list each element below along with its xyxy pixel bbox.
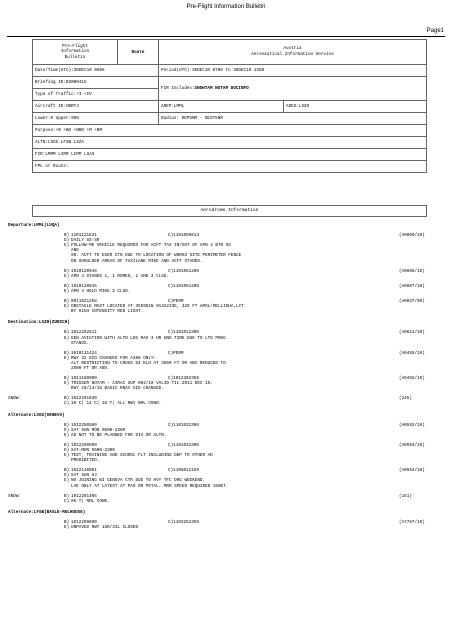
notam-text: AND — [71, 248, 79, 254]
valid-from: 1101121631 — [71, 233, 97, 239]
field-e-label: E) — [64, 288, 70, 294]
fir-includes-cell — [159, 77, 427, 101]
notam-ref: (A0594/10) — [399, 442, 425, 448]
bulletin-line: Bulletin — [64, 54, 86, 60]
notam-text: STANDS. — [71, 340, 90, 346]
notam-text: GEN AVIATION WITH ALTN LDG MAX 3 HR GND TIME DUE TO LTD PRKG — [71, 335, 226, 341]
field-e-label: E) — [64, 453, 70, 459]
schedule: SAT SUN HJ — [71, 473, 97, 479]
notam-text: UNPAVED RWY 15R/33L CLOSED — [71, 525, 139, 531]
valid-to: C)1101051200 — [168, 268, 199, 274]
valid-to: C)1012302359 — [168, 376, 199, 382]
notam-text: PROHIBITED. — [71, 458, 100, 464]
notam-text: 2500 FT OR ABV. — [71, 365, 110, 371]
field-e-label: E) — [64, 525, 70, 531]
notam-text-line — [8, 259, 448, 264]
fir-cell: FIR:LMMM LIRR LIMM LSAS — [33, 149, 427, 161]
field-b-label: B) — [64, 299, 70, 305]
notam-ref: (A0612/10) — [399, 330, 425, 336]
field-b-label: B) — [64, 283, 70, 289]
snow-condition: 05 T| NML COND. — [71, 498, 110, 504]
valid-from: 1012262511 — [71, 330, 97, 336]
field-d-label: D) — [64, 238, 70, 244]
snow-time: 1012291630 — [71, 396, 97, 402]
notam-text-line — [8, 484, 448, 489]
radius-cell: Radius: DEP5NM - DEST5NM — [159, 113, 427, 125]
schedule: SAT SUN MON 0500-2300 — [71, 427, 126, 433]
notam-ref: (A0808/10) — [399, 268, 425, 274]
notam-text: ALT RESTRICTION TO CROSS D4 KLO AT 3500 FT OR ABV REDUCED TO — [71, 360, 226, 366]
notam-text: RWY 10/14/16 BASIC RNAV SID CHANGED. — [71, 386, 164, 392]
notam-list — [8, 222, 448, 535]
field-c-label: C) — [64, 401, 70, 407]
notam-text-line — [8, 341, 448, 346]
notam-text: SR. ACFT TO EXER CTN DUE TO LOCATION OF WORKS SITE PERIMETER FENCE — [71, 253, 242, 259]
traffic-type-cell: Type of Traffic:+I +IV — [33, 89, 159, 101]
aircraft-id-cell: Aircraft ID:HBRTJ — [33, 101, 159, 113]
valid-from: 1011160000 — [71, 376, 97, 382]
valid-to: C)1101032300 — [168, 422, 199, 428]
notam-text-line — [8, 309, 448, 314]
notam-item — [8, 468, 448, 488]
field-e-label: E) — [64, 478, 70, 484]
lower-upper-cell: Lower:0 Upper:999 — [33, 113, 159, 125]
altn-cell: ALTN:LSGG LFSB LSZA — [33, 137, 427, 149]
fpl-route-cell: FPL or Route: — [33, 161, 427, 173]
header-divider — [7, 36, 445, 37]
briefing-id-cell: Briefing ID:B3000418 — [33, 77, 159, 89]
document-title: Pre-Flight Information Bulletin — [186, 4, 266, 10]
field-b-label: B) — [64, 422, 70, 428]
field-e-label: E) — [64, 273, 70, 279]
valid-from: 0911021258 — [71, 299, 97, 305]
notam-item — [8, 299, 448, 314]
ades-cell: ADES:LSZH — [284, 101, 427, 113]
notam-text: AD NOT TO BE PLANNED FOR DIV OR ALTN. — [71, 432, 167, 438]
route-cell: Route — [118, 40, 159, 65]
valid-to: C)PERM — [168, 299, 184, 305]
adep-cell: ADEP:LMML — [159, 101, 284, 113]
notam-text-line — [8, 458, 448, 463]
notam-text: TRIGGER NOTAM - AIRAC SUP 002/10 VALID TIL 2011 DEC 15: — [71, 381, 213, 387]
field-e-label: E) — [64, 304, 70, 310]
snowtam-cond-line — [8, 499, 448, 504]
valid-from: 1012290800 — [71, 519, 97, 525]
valid-from: 1012110001 — [71, 468, 97, 474]
notam-text: ON SHOULDER AREAS OF TAXILANE MIKE AND ACFT STANDS. — [71, 258, 203, 264]
notam-ref: (A0465/10) — [399, 350, 425, 356]
period-cell: Period(UTC):30DEC10 0700 To 30DEC10 1350 — [159, 65, 427, 77]
aerodrome-section-title: Alternate:LSGG(GENEVA) — [8, 412, 65, 418]
notam-text-line — [8, 274, 448, 279]
valid-from: 1010111424 — [71, 350, 97, 356]
snow-label: SNOW: — [8, 396, 21, 402]
notam-text: NO JOINING WI GENEVA CTR DUE TO HVY TFC DRG WEEKEND. — [71, 478, 206, 484]
notam-item — [8, 269, 448, 279]
valid-to: C)1103252359 — [168, 519, 199, 525]
field-e-label: E) — [64, 335, 70, 341]
field-e-label: E) — [64, 432, 70, 438]
notam-item — [8, 520, 448, 530]
field-e-label: E) — [64, 355, 70, 361]
field-b-label: B) — [64, 493, 70, 499]
field-c-label: C) — [64, 498, 70, 504]
field-b-label: B) — [64, 330, 70, 336]
field-b-label: B) — [64, 350, 70, 356]
fir-includes-value: SNOWTAM NOTAM DOCINFO — [194, 86, 249, 91]
snow-ref: (161) — [399, 493, 412, 499]
field-b-label: B) — [64, 233, 70, 239]
aerodrome-section-title: Alternate:LFSB(BASLE-MULHOUSE) — [8, 509, 86, 515]
notam-text-line — [8, 289, 448, 294]
notam-ref: (A0554/10) — [399, 468, 425, 474]
schedule: SAT-MON 0500-2300 — [71, 448, 115, 453]
notam-text-line — [8, 386, 448, 391]
notam-ref: (A0809/10) — [399, 233, 425, 239]
snow-label: SNOW: — [8, 493, 21, 499]
field-d-label: D) — [64, 448, 70, 453]
valid-to: C)1105012159 — [168, 468, 199, 474]
valid-from: 1010120946 — [71, 268, 97, 274]
snow-ref: (245) — [399, 396, 412, 402]
valid-to: C)1101050613 — [168, 233, 199, 239]
valid-from: 1010120945 — [71, 283, 97, 289]
notam-item — [8, 233, 448, 264]
authority-line: Austria — [283, 46, 302, 51]
notam-item — [8, 376, 448, 391]
notam-text-line — [8, 433, 448, 438]
snowtam-cond-line — [8, 401, 448, 406]
notam-text: TEST, TRAINING AND SCHOOL FLT INCLUDING DEP TO OTHER AD — [71, 453, 213, 459]
notam-text-line — [8, 366, 448, 371]
valid-from: 1012250500 — [71, 422, 97, 428]
valid-to: C)PERM — [168, 350, 184, 356]
field-e-label: E) — [64, 381, 70, 387]
field-b-label: B) — [64, 442, 70, 448]
notam-text: FOLLOW-ME VEHICLE REQUIRED FOR ACFT TAX IN/OUT OF APN 4 BTN SS — [71, 243, 231, 249]
notam-text: BY HIGH INTENSITY RED LIGHT. — [71, 309, 144, 315]
notam-text: APN 4 STANDS 1, 1 ROMEO, 2 AND 3 CLSD. — [71, 273, 169, 279]
authority-cell — [159, 40, 427, 65]
aerodrome-section-title: Destination:LSZH(ZURICH) — [8, 320, 70, 326]
snow-time: 1012291405 — [71, 493, 97, 499]
bulletin-line: Pre-Flight — [62, 43, 88, 49]
notam-item — [8, 330, 448, 345]
schedule: DAILY SS-SR — [71, 238, 100, 244]
field-d-label: D) — [64, 427, 70, 433]
bulletin-info-table — [32, 39, 427, 173]
notam-ref: (A0492/10) — [399, 376, 425, 382]
notam-ref: (A7767/10) — [399, 519, 425, 525]
notam-text: APN 4 HOLD MIKE 2 CLSD. — [71, 288, 131, 294]
snow-condition: 10 C| 14 C| 16 T| ALL RWY NML COND. — [71, 401, 162, 407]
notam-text: OBSTACLE MAST LOCATED AT 355951N 0142233E, 320 FT AMSL/MELLIEHA,LIT — [71, 304, 244, 310]
notam-text-line — [8, 525, 448, 530]
aerodrome-info-header: Aerodrome Information — [32, 205, 427, 217]
field-d-label: D) — [64, 473, 70, 479]
valid-to: C)1101032300 — [168, 442, 199, 448]
authority-line: Aeronautical Information Service — [251, 52, 334, 57]
bulletin-line: Information — [60, 49, 90, 55]
field-b-label: B) — [64, 268, 70, 274]
aerodrome-section-title: Departure:LMML(LUQA) — [8, 223, 60, 228]
notam-item — [8, 284, 448, 294]
field-b-label: B) — [64, 376, 70, 382]
valid-from: 1012250500 — [71, 442, 97, 448]
page-number: Page1 — [426, 28, 444, 34]
valid-to: C)1101012300 — [168, 330, 199, 336]
notam-ref: (A0837/09) — [399, 299, 425, 305]
notam-text: LVE ONLY AT LATEST AT PAS OR PETAL. MNM SPEED REQUIRED 160KT. — [71, 483, 229, 489]
field-e-label: E) — [64, 243, 70, 249]
notam-text: RWY 32 SID CHANGED FOR A380 ONLY: — [71, 355, 157, 361]
bulletin-cell — [33, 40, 118, 65]
notam-ref: (A0807/10) — [399, 283, 425, 289]
fir-includes-label: FIR Includes: — [161, 86, 195, 91]
purpose-cell: Purpose:+B +BO +NBO +M +BM — [33, 125, 427, 137]
valid-to: C)1101051200 — [168, 283, 199, 289]
notam-item — [8, 423, 448, 438]
notam-ref: (A0592/10) — [399, 422, 425, 428]
notam-item — [8, 443, 448, 463]
notam-item — [8, 351, 448, 371]
field-b-label: B) — [64, 519, 70, 525]
field-b-label: B) — [64, 468, 70, 474]
date-time-cell: Date/Time(UTC):30DEC10 0606 — [33, 65, 159, 77]
field-b-label: B) — [64, 396, 70, 402]
